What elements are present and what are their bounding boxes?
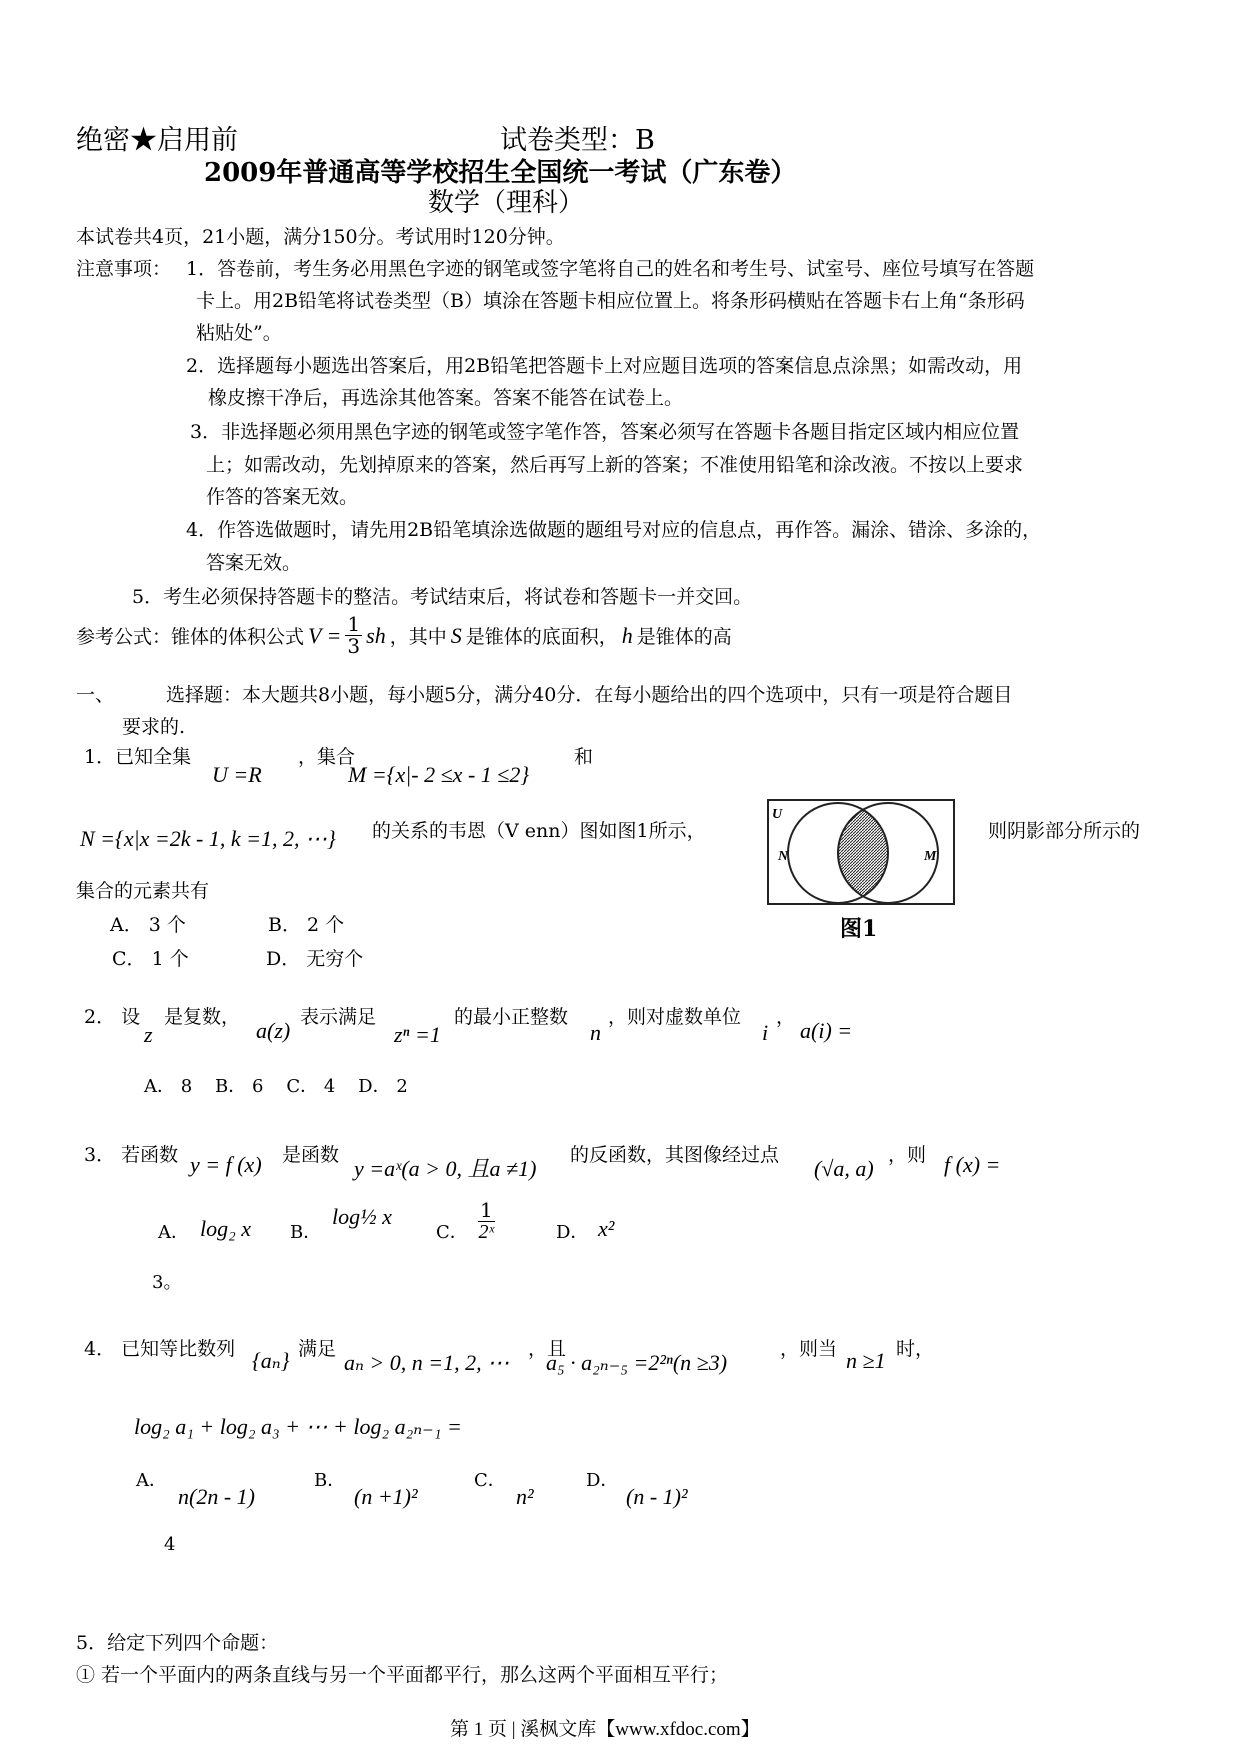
notes-lead: 注意事项： (76, 258, 172, 280)
q2-satisfy: 表示满足 (300, 1006, 377, 1028)
q3-option-c-label: C． (436, 1222, 468, 1243)
q3-y-f: y = f (x) (190, 1152, 262, 1177)
figure-caption: 图1 (840, 916, 878, 942)
q4-when: ，则当 (780, 1338, 838, 1360)
q4-lead: 4． 已知等比数列 (84, 1338, 236, 1360)
q1-shaded-text: 则阴影部分所示的 (988, 820, 1141, 842)
q3-is-func: 是函数 (282, 1144, 340, 1166)
q1-universal-set: U =R (212, 762, 262, 787)
q3-inverse: 的反函数，其图像经过点 (570, 1144, 780, 1166)
q4-time: 时， (896, 1338, 935, 1360)
q4-stray-text: 4 (164, 1534, 176, 1555)
q4-option-a: n(2n - 1) (178, 1484, 255, 1509)
formula-v: V = (308, 622, 342, 648)
q1-venn-text: 的关系的韦恩（V enn）图如图1所示， (372, 820, 706, 842)
q2-az: a(z) (256, 1018, 291, 1043)
exam-title: 2009年普通高等学校招生全国统一考试（广东卷） (204, 158, 797, 188)
q1-set-word: ，集合 (298, 746, 356, 768)
q3-option-c (478, 1200, 495, 1243)
note-2-line-1: 2．选择题每小题选出答案后，用2B铅笔把答题卡上对应题目选项的答案信息点涂黑；如需改动，用 (186, 355, 1023, 377)
q3-option-b-label: B． (290, 1222, 322, 1243)
secret-label: 绝密★启用前 (76, 125, 238, 156)
q2-min-int: 的最小正整数 (454, 1006, 569, 1028)
note-5: 5．考生必须保持答题卡的整洁。考试结束后，将试卷和答题卡一并交回。 (132, 586, 753, 608)
formula-h: h (621, 622, 633, 648)
venn-diagram (766, 798, 956, 908)
q4-log-sum: log₂ a₁ + log₂ a₃ + ⋯ + log₂ a₂ₙ₋₁ = (134, 1414, 462, 1439)
q4-option-d: (n - 1)² (626, 1484, 688, 1509)
note-4-line-1: 4．作答选做题时，请先用2B铅笔填涂选做题的题组号对应的信息点，再作答。漏涂、错涂、多涂的， (186, 519, 1042, 541)
venn-label-u: U (772, 807, 783, 822)
formula-tail: 是锥体的高 (636, 626, 732, 648)
q2-z: z (144, 1022, 153, 1047)
q4-sequence: {aₙ} (252, 1348, 290, 1373)
q3-fx: f (x) = (944, 1152, 1001, 1177)
paper-type-label: 试卷类型：B (500, 125, 655, 156)
q3-option-c-numerator: 1 (480, 1198, 493, 1222)
q1-set-n: N ={x|x =2k - 1, k =1, 2, ⋯} (80, 826, 336, 851)
q3-option-d-label: D． (556, 1222, 589, 1243)
note-1-line-2: 卡上。用2B铅笔将试卷类型（B）填涂在答题卡相应位置上。将条形码横贴在答题卡右上角“条形码 (196, 290, 1025, 312)
q2-comma: ， (776, 1006, 796, 1028)
exam-subtitle: 数学（理科） (428, 188, 585, 218)
venn-label-m: M (924, 849, 937, 864)
note-2-line-2: 橡皮擦干净后，再选涂其他答案。答案不能答在试卷上。 (208, 387, 684, 409)
q2-lead: 2． 设 (84, 1006, 141, 1028)
q2-ai: a(i) = (800, 1018, 853, 1043)
venn-diagram-figure (766, 798, 956, 908)
q4-option-a-label: A． (136, 1470, 167, 1491)
q3-stray-text: 3。 (152, 1272, 182, 1293)
q1-option-a: A． 3 个 (110, 914, 186, 936)
q5-proposition-1: ① 若一个平面内的两条直线与另一个平面都平行，那么这两个平面相互平行； (76, 1664, 729, 1686)
page-footer: 第 1 页 | 溪枫文库【www.xfdoc.com】 (450, 1719, 760, 1740)
q4-and: ，且 (528, 1338, 567, 1360)
q1-option-c: C． 1 个 (112, 948, 189, 970)
q4-option-b: (n +1)² (354, 1484, 418, 1509)
q2-i: i (762, 1020, 769, 1045)
q4-n-ge-1: n ≥1 (846, 1348, 886, 1373)
q3-then: ，则 (888, 1144, 927, 1166)
q1-lead: 1．已知全集 (84, 746, 192, 768)
q4-option-c: n² (516, 1484, 534, 1509)
q4-option-d-label: D． (586, 1470, 619, 1491)
q4-option-b-label: B． (314, 1470, 346, 1491)
section-text-line-1: 选择题：本大题共8小题，每小题5分，满分40分．在每小题给出的四个选项中，只有一项是符合题目 (166, 684, 1013, 706)
q1-and: 和 (574, 746, 594, 768)
intro-text: 本试卷共4页，21小题，满分150分。考试用时120分钟。 (76, 226, 565, 248)
note-3-line-1: 3．非选择题必须用黑色字迹的钢笔或签字笔作答，答案必须写在答题卡各题目指定区域内相应位置 (190, 421, 1020, 443)
q1-option-d: D． 无穷个 (266, 948, 364, 970)
formula-mid2: 是锥体的底面积， (465, 626, 618, 648)
q3-option-a-label: A． (158, 1222, 189, 1243)
q4-condition: aₙ > 0, n =1, 2, ⋯ (344, 1350, 510, 1375)
q2-options: A． 8 B． 6 C． 4 D． 2 (144, 1076, 408, 1097)
q3-option-c-denominator: 2ˣ (478, 1221, 495, 1243)
q4-product: a₅ · a₂ₙ₋₅ =2²ⁿ(n ≥3) (546, 1350, 728, 1375)
q3-point: (√a, a) (814, 1156, 874, 1181)
fraction-denominator: 3 (347, 634, 361, 658)
note-1-line-1: 1．答卷前，考生务必用黑色字迹的钢笔或签字笔将自己的姓名和考生号、试室号、座位号填写在答题 (186, 258, 1035, 280)
q3-lead: 3． 若函数 (84, 1144, 179, 1166)
reference-formula (76, 614, 732, 657)
formula-fraction (345, 614, 362, 657)
q1-set-m: M ={x|- 2 ≤x - 1 ≤2} (348, 762, 530, 787)
q2-n: n (590, 1020, 601, 1045)
q1-option-b: B． 2 个 (268, 914, 345, 936)
q4-option-c-label: C． (474, 1470, 506, 1491)
note-3-line-2: 上；如需改动，先划掉原来的答案，然后再写上新的答案；不准使用铅笔和涂改液。不按以上要求 (206, 454, 1024, 476)
note-3-line-3: 作答的答案无效。 (206, 486, 359, 508)
q1-count-text: 集合的元素共有 (76, 880, 210, 902)
section-number: 一、 (76, 684, 115, 706)
q5-lead: 5．给定下列四个命题： (76, 1632, 279, 1654)
q3-exp-func: y =aˣ(a > 0, 且a ≠1) (354, 1156, 537, 1181)
note-4-line-2: 答案无效。 (206, 552, 302, 574)
q2-complex: 是复数， (164, 1006, 241, 1028)
formula-lead: 参考公式：锥体的体积公式 (76, 626, 305, 648)
q3-option-c-fraction (478, 1200, 495, 1243)
section-text-line-2: 要求的. (122, 716, 186, 738)
q3-option-d: x² (598, 1216, 615, 1241)
venn-label-n: N (778, 849, 789, 864)
note-1-line-3: 粘贴处”。 (196, 322, 282, 344)
fraction-numerator: 1 (347, 612, 361, 636)
q2-zn: zⁿ =1 (394, 1022, 441, 1047)
formula-mid: ，其中 (389, 626, 447, 648)
q4-satisfy: 满足 (298, 1338, 337, 1360)
q2-imag-unit: ，则对虚数单位 (608, 1006, 742, 1028)
q3-option-a: log₂ x (200, 1216, 252, 1241)
q3-option-b: log½ x (332, 1204, 392, 1229)
formula-s: S (450, 622, 462, 648)
formula-sh: sh (366, 622, 386, 648)
